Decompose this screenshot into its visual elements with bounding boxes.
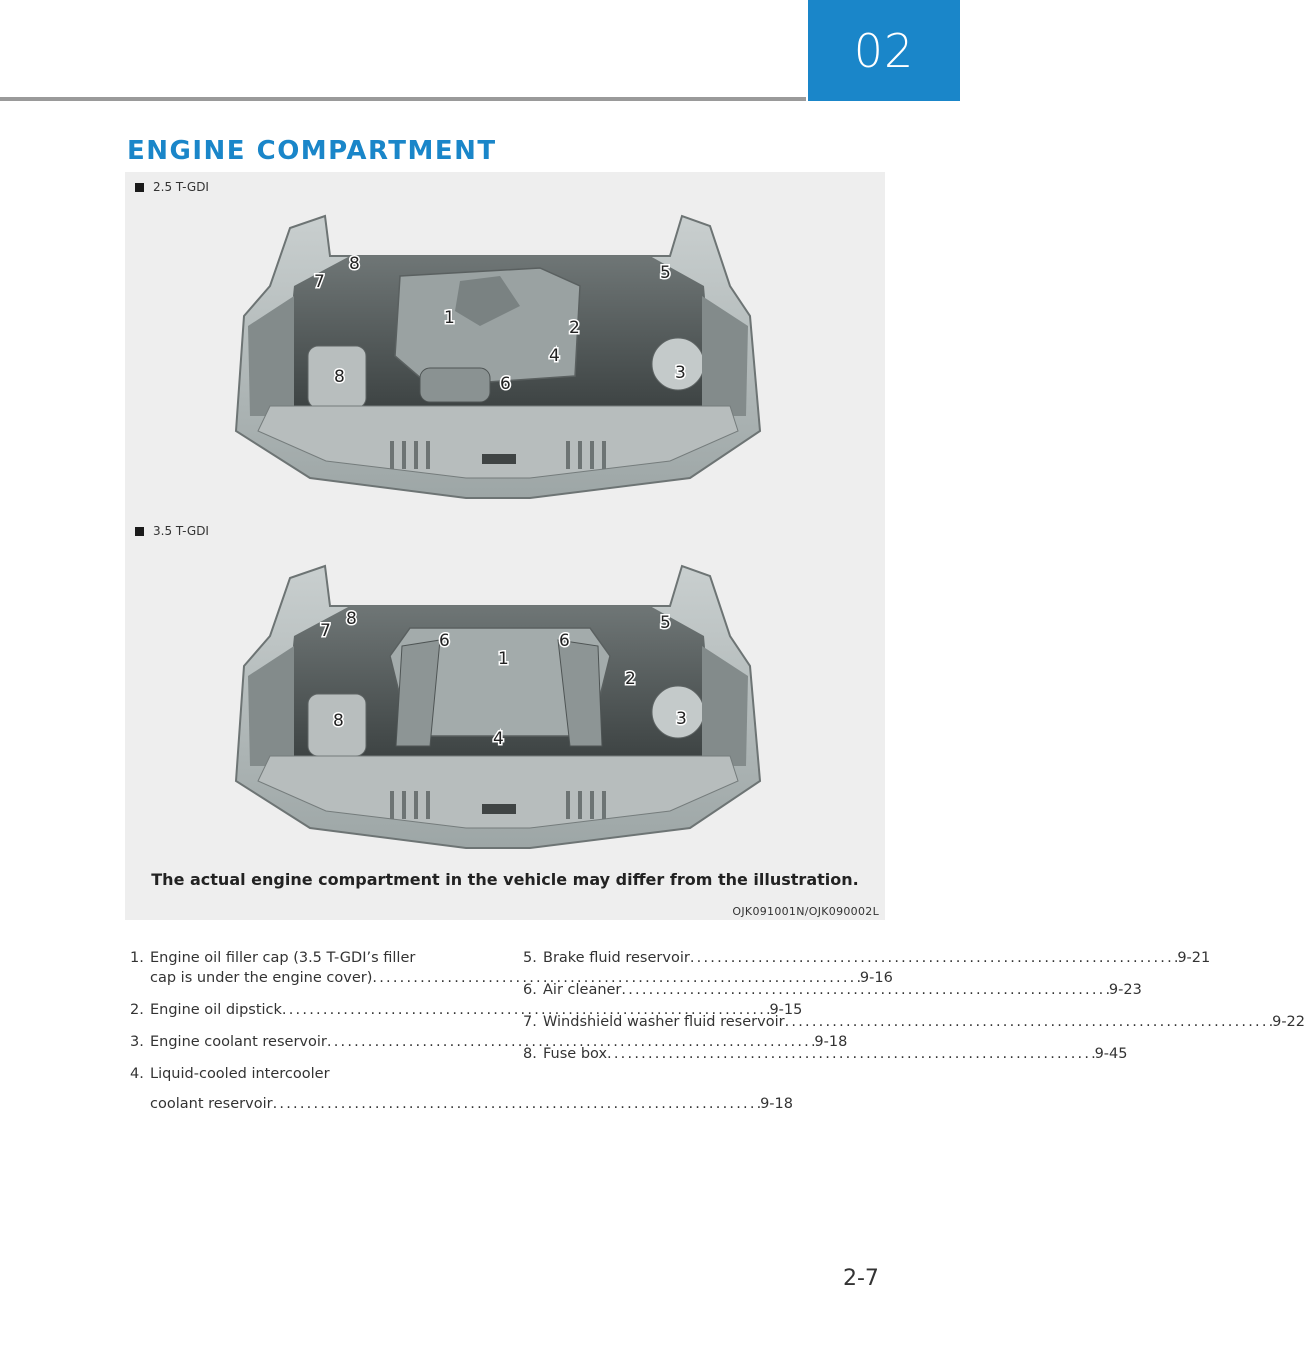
variant-label-3-5 xyxy=(135,524,209,538)
list-item xyxy=(523,1012,1305,1032)
callout-7: 7 xyxy=(314,272,325,292)
item-page: 9-18 xyxy=(760,1096,793,1112)
bullet-square-icon xyxy=(135,527,144,536)
item-number: 2. xyxy=(130,1002,144,1018)
air-intake-shape xyxy=(420,368,490,402)
list-item xyxy=(130,1064,793,1114)
callout-6: 6 xyxy=(439,631,450,651)
callout-1: 1 xyxy=(498,649,509,669)
callout-6: 6 xyxy=(559,631,570,651)
item-label: Brake fluid reservoir xyxy=(543,950,690,966)
callout-6: 6 xyxy=(500,374,511,394)
page-number: 2-7 xyxy=(843,1266,879,1291)
item-label: Engine oil dipstick xyxy=(150,1002,282,1018)
callout-5: 5 xyxy=(660,263,671,283)
callout-3: 3 xyxy=(676,709,687,729)
list-item xyxy=(523,1044,1128,1064)
item-label: Liquid-cooled intercooler xyxy=(150,1066,330,1082)
list-item xyxy=(523,948,1211,968)
figure-note: The actual engine compartment in the vehicle may differ from the illustration. xyxy=(151,870,859,889)
item-label: Engine oil filler cap (3.5 T-GDI’s filler xyxy=(150,950,416,966)
callout-8: 8 xyxy=(349,254,360,274)
item-label: cap is under the engine cover) xyxy=(150,970,373,986)
item-page: 9-45 xyxy=(1094,1046,1128,1062)
figure-codes: OJK091001N/OJK090002L xyxy=(732,905,879,918)
parts-list-right xyxy=(523,948,1305,1076)
item-page: 9-21 xyxy=(1177,950,1211,966)
item-page: 9-22 xyxy=(1272,1014,1305,1030)
item-page: 9-18 xyxy=(814,1034,848,1050)
callout-1: 1 xyxy=(444,308,455,328)
item-page: 9-23 xyxy=(1108,982,1142,998)
item-number: 7. xyxy=(523,1014,537,1030)
item-number: 8. xyxy=(523,1046,537,1062)
cover-slot xyxy=(482,804,516,814)
bullet-square-icon xyxy=(135,183,144,192)
list-item xyxy=(523,980,1142,1000)
variant-label-text: 2.5 T-GDI xyxy=(153,180,209,194)
item-label: Windshield washer fluid reservoir xyxy=(543,1014,785,1030)
list-item xyxy=(130,1032,848,1052)
callout-4: 4 xyxy=(493,729,504,749)
engine-figure xyxy=(125,172,885,920)
variant-label-text: 3.5 T-GDI xyxy=(153,524,209,538)
callout-8: 8 xyxy=(333,711,344,731)
callout-2: 2 xyxy=(569,318,580,338)
item-label: Fuse box xyxy=(543,1046,608,1062)
engine-illustration-3-5 xyxy=(230,566,766,851)
callout-8: 8 xyxy=(334,367,345,387)
callout-3: 3 xyxy=(675,363,686,383)
item-number: 1. xyxy=(130,950,144,966)
callout-5: 5 xyxy=(660,613,671,633)
item-label: coolant reservoir xyxy=(150,1096,273,1112)
item-number: 3. xyxy=(130,1034,144,1050)
item-page: 9-15 xyxy=(769,1002,803,1018)
callout-8: 8 xyxy=(346,609,357,629)
chapter-tab: 02 xyxy=(808,0,960,101)
item-number: 5. xyxy=(523,950,537,966)
item-page: 9-16 xyxy=(859,970,893,986)
item-label: Engine coolant reservoir xyxy=(150,1034,327,1050)
callout-2: 2 xyxy=(625,669,636,689)
item-label: Air cleaner xyxy=(543,982,622,998)
item-number: 6. xyxy=(523,982,537,998)
item-number: 4. xyxy=(130,1066,144,1082)
callout-4: 4 xyxy=(549,346,560,366)
list-item xyxy=(130,1000,803,1020)
header-rule xyxy=(0,97,806,101)
callout-7: 7 xyxy=(320,621,331,641)
variant-label-2-5 xyxy=(135,180,209,194)
engine-illustration-2-5 xyxy=(230,216,766,501)
cover-slot xyxy=(482,454,516,464)
section-title: ENGINE COMPARTMENT xyxy=(127,136,497,166)
